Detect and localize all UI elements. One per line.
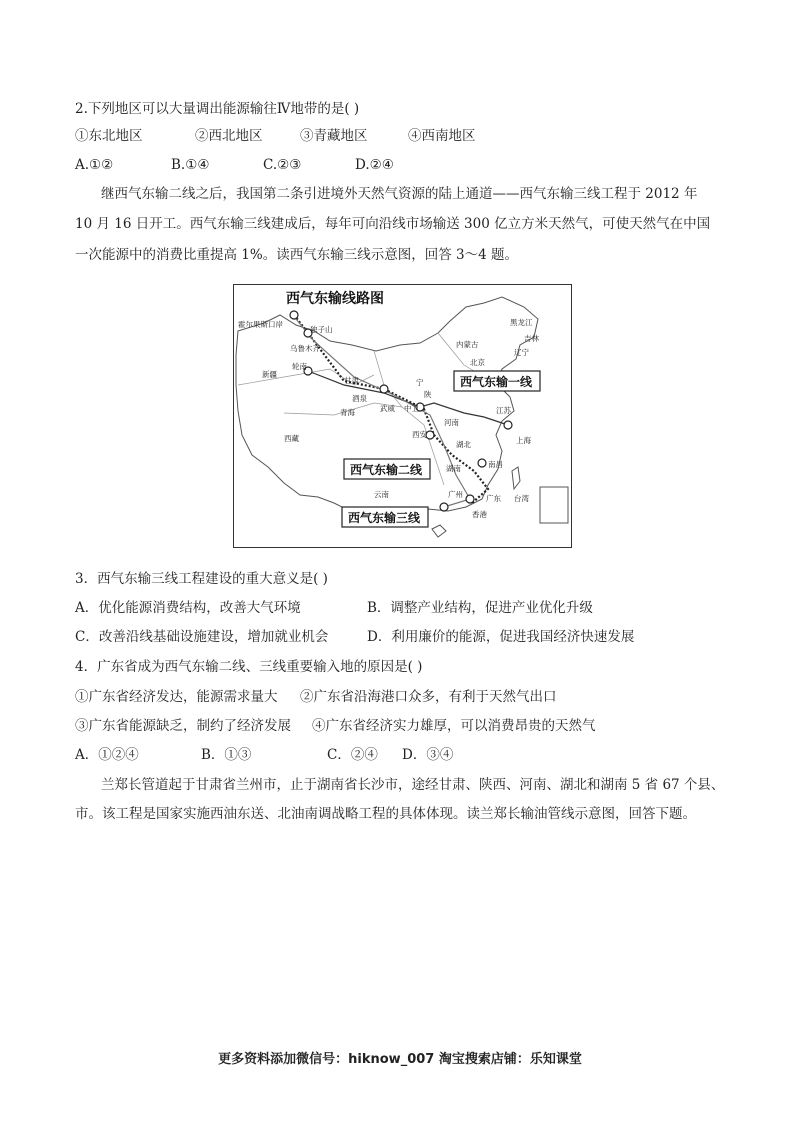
q3-choices-row-2 [75,628,634,646]
q4-option-1: ①广东省经济发达，能源需求量大 [75,689,278,705]
place-qinghai: 青海 [340,408,355,417]
place-jiuquan: 酒泉 [352,394,367,403]
place-hongkong: 香港 [472,510,487,519]
passage1-line-2: 10 月 16 日开工。西气东输三线建成后，每年可向沿线市场输送 300 亿立方米天然气，可使天然气在中国 [75,216,711,232]
q4-choice-d: D．③④ [402,747,454,763]
q2-choice-b: B.①④ [171,157,210,173]
q3-choice-a: A．优化能源消费结构，改善大气环境 [75,600,301,616]
place-zhongwei: 中卫 [404,404,419,413]
place-dushanzi: 独子山 [310,325,333,334]
q2-option-3: ③青藏地区 [300,128,368,144]
map-label-line-1: 西气东输一线 [460,375,533,389]
place-xian: 西安 [412,430,427,439]
passage2-line-2: 市。该工程是国家实施西油东送、北油南调战略工程的具体体现。读兰郑长输油管线示意图，回答下题。 [75,806,696,822]
q2-choices [75,156,394,174]
place-wuwei: 武威 [380,404,395,413]
place-hubei: 湖北 [456,440,471,449]
q3-choice-c: C．改善沿线基础设施建设，增加就业机会 [75,629,329,645]
place-urumqi: 乌鲁木齐 [290,344,320,353]
q2-choice-a: A.①② [75,157,114,173]
place-yunnan: 云南 [374,490,389,499]
q2-choice-c: C.②③ [263,157,302,173]
pipeline-map [233,284,572,548]
map-label-line-2: 西气东输二线 [350,463,423,477]
place-henan: 河南 [444,418,459,427]
place-neimenggu: 内蒙古 [456,340,479,349]
place-shanghai: 上海 [516,436,531,445]
q4-option-4: ④广东省经济实力雄厚，可以消费昂贵的天然气 [312,718,596,734]
q4-choice-c: C．②④ [327,747,378,763]
place-xizang: 西藏 [284,434,299,443]
place-gansu: 甘肃 [344,376,359,385]
place-guangdong: 广东 [486,494,501,503]
q2-choice-d: D.②④ [355,157,394,173]
place-guangzhou: 广州 [448,490,463,499]
q4-option-3: ③广东省能源缺乏，制约了经济发展 [75,718,291,734]
place-lunnan: 轮南 [292,362,307,371]
q2-option-1: ①东北地区 [75,128,143,144]
place-jilin: 吉林 [524,334,539,343]
q3-choices-row-1 [75,599,593,617]
q4-options-row-2 [75,717,596,735]
q3-stem: 3．西气东输三线工程建设的重大意义是( ) [75,571,328,587]
place-heilongjiang: 黑龙江 [510,318,533,327]
place-jiangsu: 江苏 [496,406,511,415]
place-hunan: 湖南 [446,464,461,473]
q2-option-2: ②西北地区 [195,128,263,144]
passage1-line-1: 继西气东输二线之后，我国第二条引进境外天然气资源的陆上通道——西气东输三线工程于 2012 年 [101,186,698,202]
place-taiwan: 台湾 [514,494,529,503]
footer-note: 更多资料添加微信号：hiknow_007 淘宝搜索店铺：乐知课堂 [218,1052,582,1067]
q4-options-row-1 [75,688,557,706]
q2-option-4: ④西南地区 [408,128,476,144]
passage2-line-1: 兰郑长管道起于甘肃省兰州市，止于湖南省长沙市，途经甘肃、陕西、河南、湖北和湖南 5 省 67 个县、 [101,777,725,793]
place-ning: 宁 [416,378,424,387]
place-beijing: 北京 [470,358,485,367]
place-nanchang: 南昌 [488,460,503,469]
q4-choice-b: B．①③ [201,747,252,763]
q4-choice-a: A．①②④ [75,747,139,763]
q2-stem: 2.下列地区可以大量调出能源输往Ⅳ地带的是( ) [75,101,360,117]
map-label-line-3: 西气东输三线 [348,511,421,525]
place-xinjiang: 新疆 [262,370,277,379]
place-liaoning: 辽宁 [514,348,529,357]
q4-option-2: ②广东省沿海港口众多，有利于天然气出口 [300,689,557,705]
place-shaan: 陕 [424,390,432,399]
q3-choice-d: D．利用廉价的能源，促进我国经济快速发展 [367,629,635,645]
q3-choice-b: B．调整产业结构，促进产业优化升级 [367,600,593,616]
q4-stem: 4．广东省成为西气东输二线、三线重要输入地的原因是( ) [75,659,423,675]
q2-options [75,127,476,145]
q4-choices [75,746,453,764]
place-horgos: 霍尔果斯口岸 [238,320,283,329]
map-title: 西气东输线路图 [286,291,384,307]
passage1-line-3: 一次能源中的消费比重提高 1%。读西气东输三线示意图，回答 3～4 题。 [75,247,518,263]
